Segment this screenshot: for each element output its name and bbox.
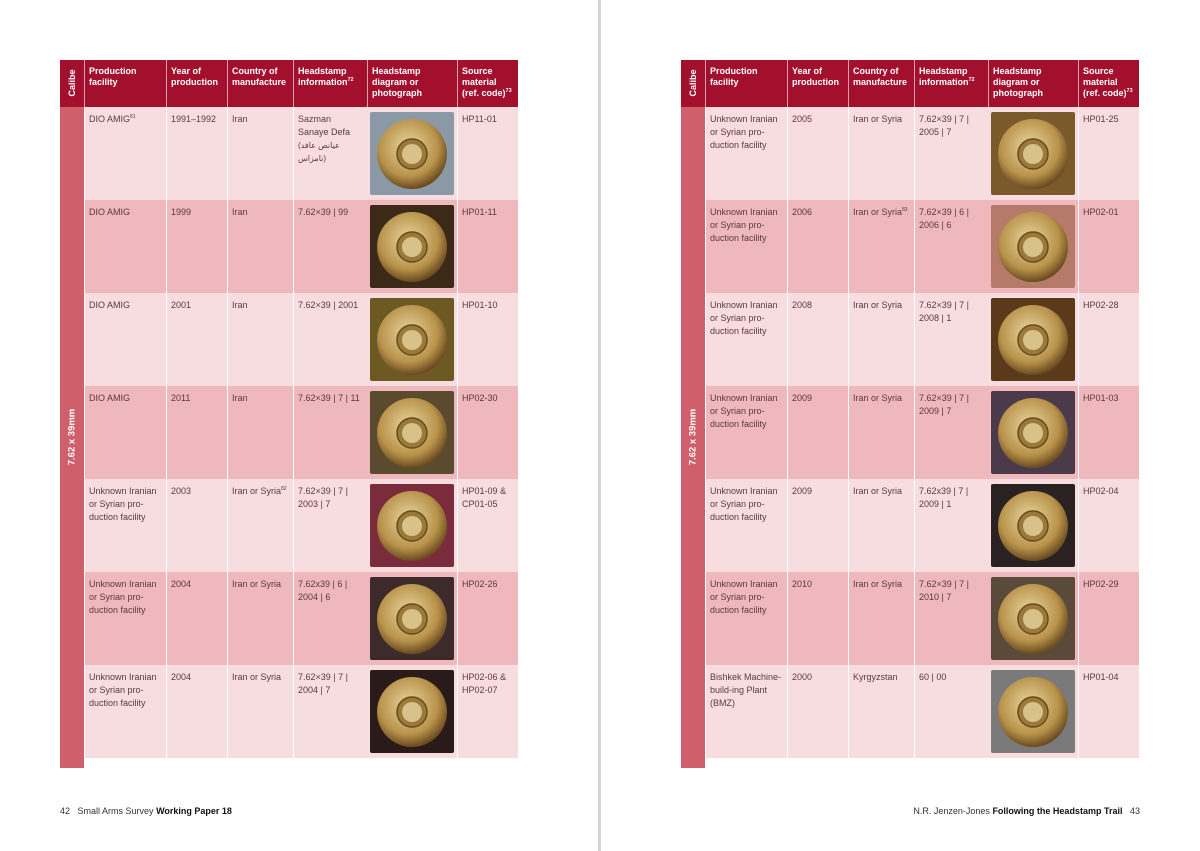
cell-country [227,479,293,572]
header-year [787,60,848,107]
cell-country [227,386,293,479]
document-title: Following the Headstamp Trail [992,806,1123,816]
country-text: Iran or Syria [853,300,903,310]
cell-source [1078,572,1139,665]
source-text: HP01-25 [1083,114,1119,124]
headstamp-photo [370,391,454,474]
footnote-ref: 83 [902,207,908,213]
header-country-label: Country of manufacture [232,66,287,87]
cell-country [848,386,914,479]
author: N.R. Jenzen-Jones [913,806,990,816]
headstamp-text: 7.62×39 | 6 | 2006 | 6 [919,207,969,230]
headstamp-photo [991,112,1075,195]
country-text: Iran or Syria [853,579,903,589]
header-diagram-label: Headstamp diagram or photograph [372,66,422,98]
header-source [457,60,518,107]
series-title: Working Paper 18 [156,806,232,816]
cell-source [457,386,518,479]
year-text: 1991–1992 [171,114,217,124]
country-text: Iran [232,393,248,403]
source-text: HP02-30 [462,393,498,403]
cell-year [166,665,227,758]
table-row [84,479,518,572]
headstamp-photo [370,670,454,753]
cell-country [227,572,293,665]
cell-headstamp [293,107,367,200]
headstamp-photo [991,391,1075,474]
facility-text: Unknown Iranian or Syrian pro-duction facility [89,672,157,708]
cell-headstamp [914,200,988,293]
footnote-ref: 72 [347,77,354,83]
footnote-ref: 82 [281,486,287,492]
header-year-label: Year of production [171,66,218,87]
facility-text: DIO AMIG [89,300,131,310]
cell-year [166,572,227,665]
calibre-column [681,107,705,768]
header-source-label: Source material (ref. code) [1083,66,1127,98]
cell-source [457,293,518,386]
country-text: Kyrgyzstan [853,672,898,682]
header-headstamp-label: Headstamp information [298,66,348,87]
headstamp-text: 7.62×39 | 7 | 2004 | 7 [298,672,348,695]
header-headstamp-label: Headstamp information [919,66,969,87]
footer-left [60,806,232,816]
cell-year [166,200,227,293]
source-text: HP11-01 [462,114,497,124]
cell-facility [705,479,787,572]
year-text: 2004 [171,579,192,589]
facility-text: Unknown Iranian or Syrian pro-duction facility [710,486,778,522]
year-text: 1999 [171,207,192,217]
country-text: Iran or Syria [853,207,903,217]
headstamp-photo [370,112,454,195]
cell-facility [705,107,787,200]
header-year-label: Year of production [792,66,839,87]
country-text: Iran or Syria [232,672,282,682]
headstamp-text: 7.62×39 | 7 | 2008 | 1 [919,300,969,323]
headstamp-photo [991,298,1075,381]
cell-country [848,665,914,758]
facility-text: Unknown Iranian or Syrian pro-duction facility [710,300,778,336]
headstamp-text: 7.62×39 | 7 | 2005 | 7 [919,114,969,137]
header-country [848,60,914,107]
header-facility-label: Production facility [710,66,758,87]
header-calibre [681,60,705,107]
cell-year [787,665,848,758]
table-row [705,386,1139,479]
facility-text: Bishkek Machine-build-ing Plant (BMZ) [710,672,782,708]
cell-source [1078,200,1139,293]
cell-facility [84,572,166,665]
cell-facility [84,107,166,200]
headstamp-photo [370,298,454,381]
headstamp-text: 7.62×39 | 7 | 11 [298,393,360,403]
year-text: 2009 [792,486,813,496]
header-headstamp [914,60,988,107]
calibre-column [60,107,84,768]
cell-country [848,293,914,386]
headstamp-photo [991,670,1075,753]
table-row [705,572,1139,665]
cell-source [1078,665,1139,758]
source-text: HP02-28 [1083,300,1119,310]
cell-source [457,200,518,293]
facility-text: Unknown Iranian or Syrian pro-duction facility [89,486,157,522]
cell-facility [705,572,787,665]
headstamp-text: 7.62x39 | 7 | 2009 | 1 [919,486,969,509]
footnote-ref: 81 [130,114,136,120]
cell-year [166,386,227,479]
publisher: Small Arms Survey [77,806,154,816]
cell-headstamp [293,386,367,479]
year-text: 2009 [792,393,813,403]
table-row [705,293,1139,386]
cell-facility [705,293,787,386]
cell-country [227,293,293,386]
table-row [84,665,518,758]
source-text: HP01-04 [1083,672,1119,682]
cell-headstamp [914,386,988,479]
facility-text: Unknown Iranian or Syrian pro-duction facility [710,207,778,243]
source-text: HP02-06 & HP02-07 [462,672,507,695]
cell-country [227,200,293,293]
cell-headstamp [293,572,367,665]
cell-headstamp [914,479,988,572]
header-diagram [367,60,457,107]
header-facility-label: Production facility [89,66,137,87]
cell-year [166,293,227,386]
facility-text: Unknown Iranian or Syrian pro-duction facility [710,114,778,150]
facility-text: DIO AMIG [89,393,131,403]
cell-facility [705,665,787,758]
headstamp-photo [370,577,454,660]
cell-facility [84,200,166,293]
page-number: 43 [1129,806,1140,816]
table-row [84,386,518,479]
cell-facility [84,386,166,479]
table-row [705,665,1139,758]
table-row [705,479,1139,572]
cell-source [1078,293,1139,386]
year-text: 2006 [792,207,813,217]
left-page [0,0,598,851]
facility-text: Unknown Iranian or Syrian pro-duction facility [89,579,157,615]
cell-country [848,200,914,293]
cell-headstamp [293,293,367,386]
year-text: 2005 [792,114,813,124]
footnote-ref: 72 [968,77,975,83]
year-text: 2004 [171,672,192,682]
table-row [705,200,1139,293]
source-text: HP01-09 & CP01-05 [462,486,507,509]
cell-headstamp [293,200,367,293]
cell-year [787,386,848,479]
year-text: 2010 [792,579,813,589]
facility-text: Unknown Iranian or Syrian pro-duction facility [710,579,778,615]
headstamp-text: 7.62×39 | 2001 [298,300,359,310]
header-facility [705,60,787,107]
table-row [84,200,518,293]
cell-headstamp [914,572,988,665]
source-text: HP01-11 [462,207,497,217]
cell-country [848,479,914,572]
table-row [705,107,1139,200]
cell-country [848,572,914,665]
country-text: Iran or Syria [853,393,903,403]
cell-headstamp [914,107,988,200]
headstamp-arabic: عیانص عافد) (نامزاس [298,141,340,163]
cell-facility [84,293,166,386]
header-calibre [60,60,84,107]
cell-year [787,479,848,572]
cell-year [166,479,227,572]
cell-source [1078,386,1139,479]
cell-country [848,107,914,200]
cell-country [227,665,293,758]
headstamp-photo [991,577,1075,660]
country-text: Iran or Syria [232,579,282,589]
country-text: Iran [232,300,248,310]
country-text: Iran [232,207,248,217]
country-text: Iran or Syria [232,486,282,496]
source-text: HP01-03 [1083,393,1119,403]
country-text: Iran or Syria [853,114,903,124]
header-facility [84,60,166,107]
header-source [1078,60,1139,107]
page-number: 42 [60,806,71,816]
source-text: HP02-04 [1083,486,1119,496]
source-text: HP02-01 [1083,207,1119,217]
cell-facility [84,479,166,572]
footnote-ref: 73 [1126,88,1133,94]
source-text: HP02-26 [462,579,498,589]
cell-source [457,572,518,665]
country-text: Iran [232,114,248,124]
headstamp-text: 7.62×39 | 7 | 2010 | 7 [919,579,969,602]
headstamp-text: 7.62×39 | 7 | 2009 | 7 [919,393,969,416]
footnote-ref: 73 [505,88,512,94]
year-text: 2001 [171,300,192,310]
cell-year [787,200,848,293]
header-country-label: Country of manufacture [853,66,908,87]
source-text: HP02-29 [1083,579,1119,589]
header-source-label: Source material (ref. code) [462,66,506,98]
table-header [681,60,1139,107]
headstamp-text: Sazman Sanaye Defa [298,114,351,137]
cell-facility [705,386,787,479]
cell-country [227,107,293,200]
headstamp-photo [991,205,1075,288]
cell-source [457,665,518,758]
source-text: HP01-10 [462,300,498,310]
header-country [227,60,293,107]
cell-facility [84,665,166,758]
headstamp-text: 60 | 00 [919,672,947,682]
year-text: 2008 [792,300,813,310]
headstamp-text: 7.62×39 | 7 | 2003 | 7 [298,486,348,509]
right-page [601,0,1200,851]
cell-source [1078,107,1139,200]
headstamp-photo [370,484,454,567]
facility-text: DIO AMIG [89,207,131,217]
cell-headstamp [914,293,988,386]
cell-source [457,479,518,572]
header-year [166,60,227,107]
header-calibre-label: Calibe [67,69,77,97]
table-header [60,60,518,107]
cell-year [166,107,227,200]
country-text: Iran or Syria [853,486,903,496]
table-row [84,293,518,386]
cell-headstamp [293,665,367,758]
cell-source [457,107,518,200]
cell-headstamp [293,479,367,572]
headstamp-photo [370,205,454,288]
cell-year [787,107,848,200]
table-row [84,107,518,200]
headstamp-text: 7.62x39 | 6 | 2004 | 6 [298,579,348,602]
calibre-label: 7.62 x 39mm [66,408,78,466]
header-diagram-label: Headstamp diagram or photograph [993,66,1043,98]
cell-facility [705,200,787,293]
cell-year [787,293,848,386]
header-headstamp [293,60,367,107]
year-text: 2011 [171,393,191,403]
headstamp-photo [991,484,1075,567]
cell-source [1078,479,1139,572]
calibre-label: 7.62 x 39mm [687,408,699,466]
header-calibre-label: Calibe [688,69,698,97]
headstamp-text: 7.62×39 | 99 [298,207,349,217]
facility-text: Unknown Iranian or Syrian pro-duction facility [710,393,778,429]
cell-year [787,572,848,665]
footer-right [913,806,1140,816]
year-text: 2000 [792,672,813,682]
table-row [84,572,518,665]
year-text: 2003 [171,486,192,496]
header-diagram [988,60,1078,107]
facility-text: DIO AMIG [89,114,131,124]
cell-headstamp [914,665,988,758]
